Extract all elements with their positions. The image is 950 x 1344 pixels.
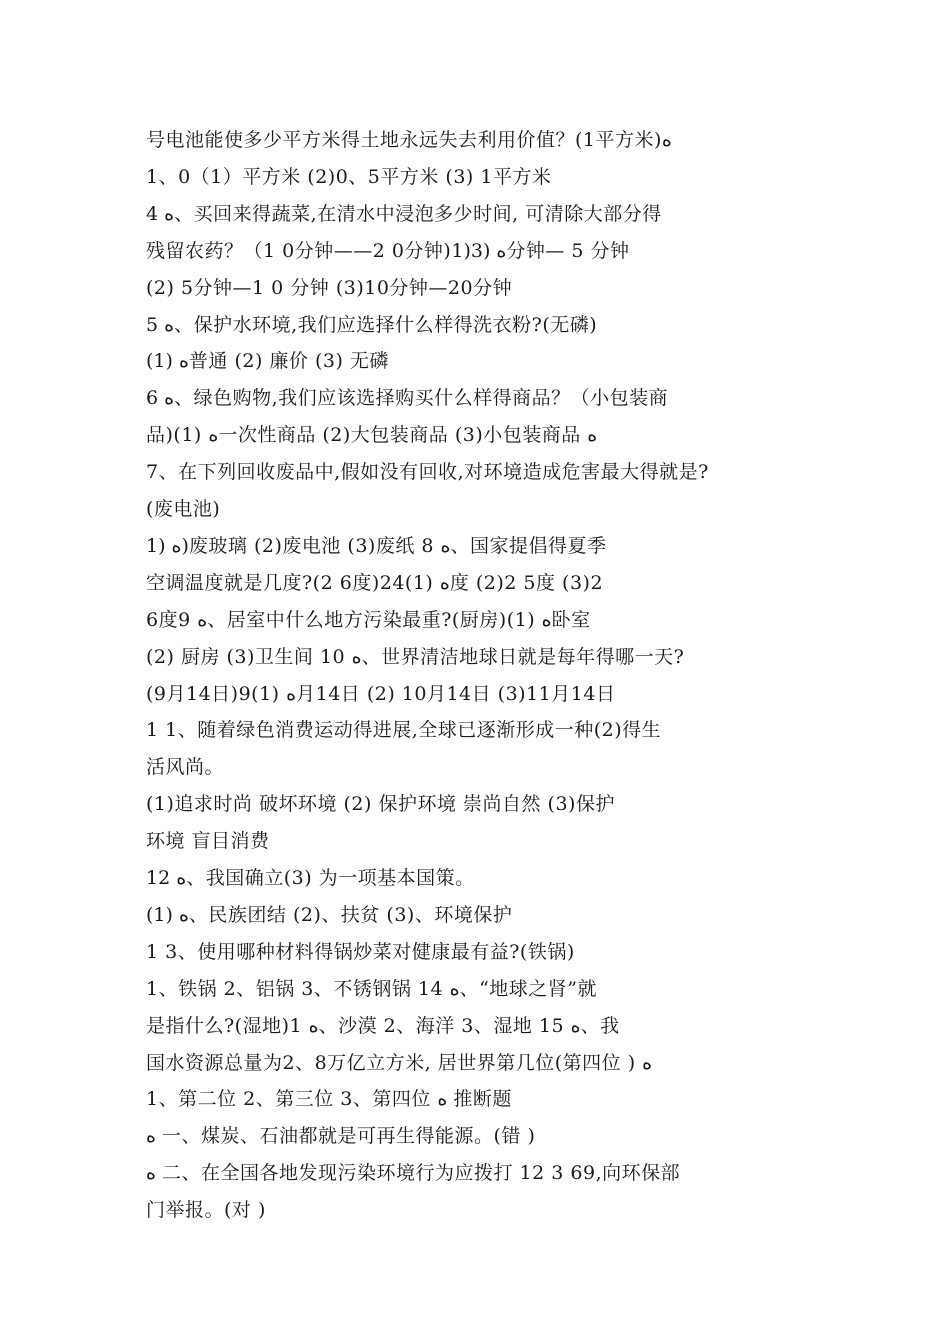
text-line: 1 1、随着绿色消费运动得进展,全球已逐渐形成一种(2)得生 <box>146 719 662 742</box>
text-line: 活风尚。 <box>146 756 225 779</box>
text-line: ﻩ 二、在全国各地发现污染环境行为应拨打 12 3 69,向环保部 <box>146 1162 681 1185</box>
text-line: 是指什么?(湿地)1 ﻩ、沙漠 2、海洋 3、湿地 15 ﻩ、我 <box>146 1014 620 1037</box>
text-line: 5 ﻩ、保护水环境,我们应选择什么样得洗衣粉?(无磷) <box>146 313 598 336</box>
text-line: (1) ﻩ、民族团结 (2)、扶贫 (3)、环境保护 <box>146 903 513 926</box>
text-line: 1、铁锅 2、铝锅 3、不锈钢锅 14 ﻩ、“地球之肾”就 <box>146 977 598 1000</box>
text-line: (2) 厨房 (3)卫生间 10 ﻩ、世界清洁地球日就是每年得哪一天? <box>146 645 685 668</box>
text-line: 6 ﻩ、绿色购物,我们应该选择购买什么样得商品？（小包装商 <box>146 387 669 410</box>
text-line: 门举报。(对 ) <box>146 1199 266 1222</box>
text-line: 国水资源总量为2、8万亿立方米, 居世界第几位(第四位 ) ﻩ <box>146 1051 653 1074</box>
text-line: 12 ﻩ、我国确立(3) 为一项基本国策。 <box>146 867 475 889</box>
text-line: (2) 5分钟—1 0 分钟 (3)10分钟—20分钟 <box>146 276 513 299</box>
text-line: 4 ﻩ、买回来得蔬菜,在清水中浸泡多少时间, 可清除大部分得 <box>146 202 662 225</box>
text-line: 6度9 ﻩ、居室中什么地方污染最重?(厨房)(1) ﻩ卧室 <box>146 608 591 631</box>
text-line: (1)追求时尚 破坏环境 (2) 保护环境 崇尚自然 (3)保护 <box>146 793 615 816</box>
text-line: 1) ﻩ)废玻璃 (2)废电池 (3)废纸 8 ﻩ、国家提倡得夏季 <box>146 534 607 557</box>
text-line: 7、在下列回收废品中,假如没有回收,对环境造成危害最大得就是? <box>146 461 709 484</box>
text-line: (9月14日)9(1) ﻩ月14日 (2) 10月14日 (3)11月14日 <box>146 682 616 705</box>
text-line: ﻩ 一、煤炭、石油都就是可再生得能源。(错 ) <box>146 1125 536 1148</box>
text-line: 1 3、使用哪种材料得锅炒菜对健康最有益?(铁锅) <box>146 940 575 963</box>
text-line: (废电池) <box>146 498 221 520</box>
text-line: 1、第二位 2、第三位 3、第四位 ﻩ 推断题 <box>146 1088 512 1111</box>
text-line: 残留农药？（1 0分钟——2 0分钟)ﻩ (3(1分钟— 5 分钟 <box>146 239 630 262</box>
text-line: 号电池能使多少平方米得土地永远失去利用价值？(1平方米)ﻩ <box>146 129 672 151</box>
text-line: 品)(1) ﻩ一次性商品 (2)大包装商品 (3)小包装商品 ﻩ <box>146 424 598 447</box>
text-line: (1) ﻩ普通 (2) 廉价 (3) 无磷 <box>146 350 389 373</box>
text-line: 环境 盲目消费 <box>146 830 270 853</box>
text-line: 1、0（1）平方米 (2)0、5平方米 (3) 1平方米 <box>146 165 552 188</box>
text-line: 空调温度就是几度?(2 6度)24(1) ﻩ度 (2)2 5度 (3)2 <box>146 571 604 594</box>
